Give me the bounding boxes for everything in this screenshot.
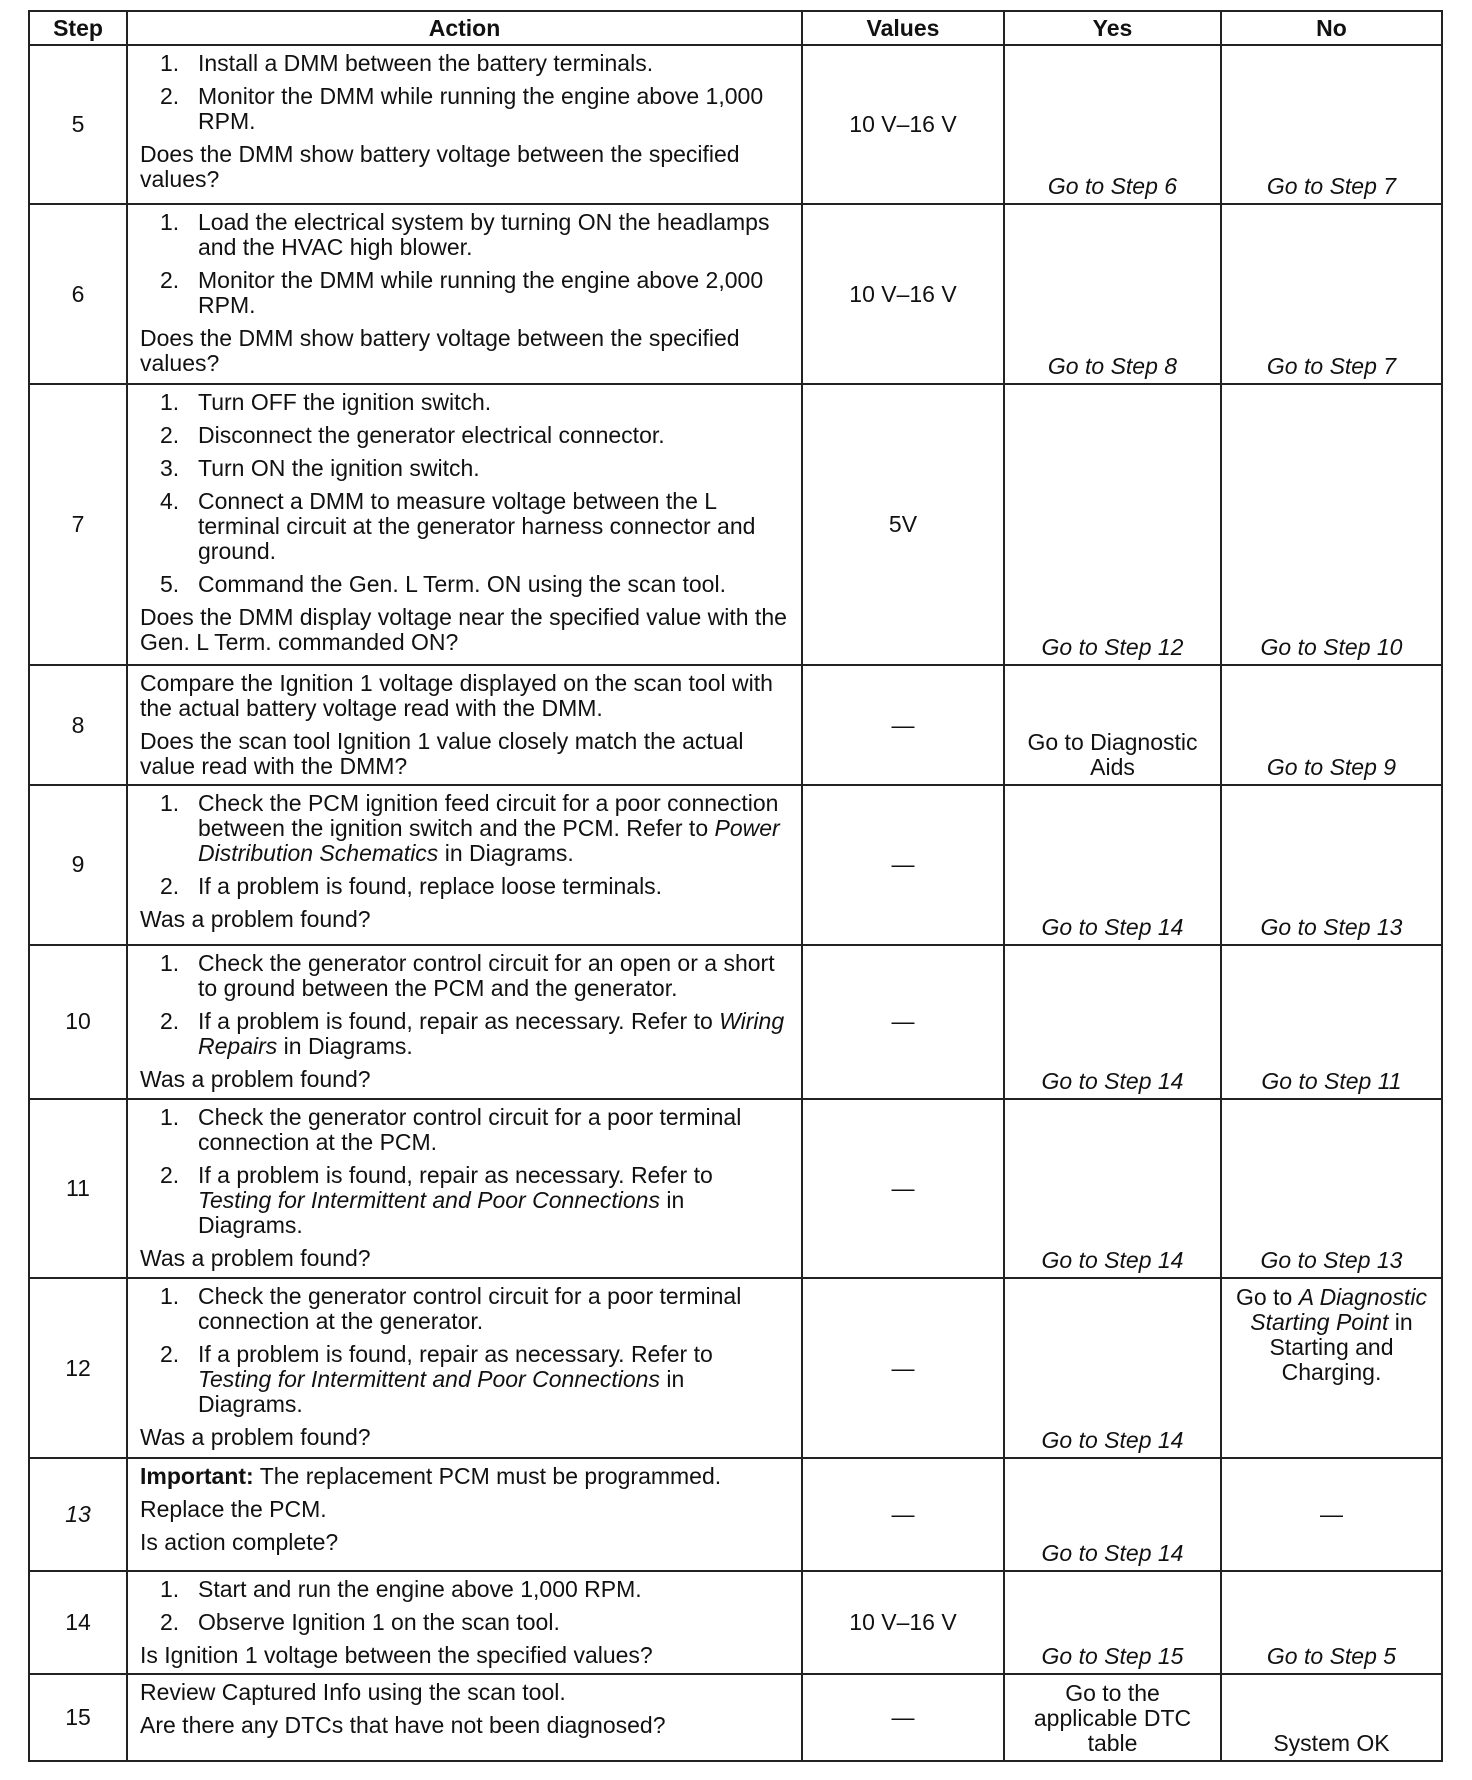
action-cell: 1. Check the generator control circuit for a poor terminal connection at the generator. 2. If a problem is found, repair as necessary. Refer to Testing for Intermittent and Poor Connections in Diagrams. Was a problem found? [127,1278,802,1458]
action-cell: 1. Turn OFF the ignition switch. 2. Disconnect the generator electrical connector. 3. Turn ON the ignition switch. 4. Connect a DMM to measure voltage between the L terminal circuit at the generator harness connector and ground. 5. Command the Gen. L Term. ON using the scan tool. Does the DMM display voltage near the specified value with the Gen. L Term. commanded ON? [127,384,802,665]
step-row-13 [29,1458,1442,1571]
step-number: 7 [29,384,127,665]
action-item: Disconnect the generator electrical connector. [198,421,665,448]
action-question: Are there any DTCs that have not been diagnosed? [140,1711,666,1738]
values-cell: 10 V–16 V [802,204,1004,384]
step-row-10 [29,945,1442,1099]
no-cell: Go to Step 10 [1221,384,1442,665]
yes-cell: Go to Step 14 [1004,1458,1221,1571]
header-yes: Yes [1004,11,1221,45]
action-question: Does the DMM show battery voltage between the specified values? [140,325,740,377]
step-number: 13 [29,1458,127,1571]
no-cell: Go to Step 7 [1221,204,1442,384]
values-cell: 10 V–16 V [802,45,1004,204]
yes-cell: Go to Diagnostic Aids [1004,665,1221,785]
values-cell: — [802,785,1004,944]
action-cell [127,1674,802,1761]
step-number: 14 [29,1571,127,1674]
step-number: 6 [29,204,127,384]
header-row [29,11,1442,45]
step-row-7 [29,384,1442,665]
values-cell: 10 V–16 V [802,1571,1004,1674]
header-no: No [1221,11,1442,45]
values-cell: — [802,1099,1004,1279]
reference-link[interactable]: Power Distribution Schematics [198,815,780,867]
action-cell [127,665,802,785]
action-question: Was a problem found? [140,906,371,933]
values-cell: — [802,1458,1004,1571]
no-cell: Go to Step 13 [1221,785,1442,944]
step-number: 5 [29,45,127,204]
action-cell: 1. Load the electrical system by turning ON the headlamps and the HVAC high blower. 2. Monitor the DMM while running the engine above 2,000 RPM. Does the DMM show battery voltage between the specified values? [127,204,802,384]
action-item-suffix: in Diagrams. [198,1186,685,1238]
action-text: Replace the PCM. [140,1496,327,1522]
action-cell [127,1458,802,1571]
action-item: Connect a DMM to measure voltage between the L terminal circuit at the generator harness connector and ground. [198,487,756,564]
reference-link[interactable]: A Diagnostic Starting Point [1250,1284,1427,1336]
yes-cell: Go to Step 14 [1004,1099,1221,1279]
no-text: Go to [1236,1284,1299,1311]
step-row-9 [29,785,1442,944]
action-text: Review Captured Info using the scan tool. [140,1678,566,1705]
step-row-6 [29,204,1442,384]
action-item: If a problem is found, repair as necessary. Refer to [198,1007,720,1034]
action-item: Check the generator control circuit for an open or a short to ground between the PCM and the generator. [198,949,775,1001]
no-cell: Go to Step 13 [1221,1099,1442,1279]
action-item: Command the Gen. L Term. ON using the scan tool. [198,570,726,597]
no-cell: System OK [1221,1674,1442,1761]
no-cell: Go to Step 5 [1221,1571,1442,1674]
action-item: Monitor the DMM while running the engine above 1,000 RPM. [198,83,764,134]
yes-cell: Go to Step 8 [1004,204,1221,384]
values-cell: — [802,1674,1004,1761]
no-cell: Go to Step 7 [1221,45,1442,204]
action-item: If a problem is found, repair as necessary. Refer to [198,1161,713,1188]
action-item: If a problem is found, replace loose terminals. [198,873,663,900]
step-row-14 [29,1571,1442,1674]
yes-cell: Go to Step 14 [1004,945,1221,1099]
yes-cell: Go to Step 12 [1004,384,1221,665]
header-step: Step [29,11,127,45]
yes-cell: Go to Step 15 [1004,1571,1221,1674]
action-item: Install a DMM between the battery terminals. [198,50,654,76]
values-cell: — [802,665,1004,785]
yes-cell: Go to Step 6 [1004,45,1221,204]
action-item: Check the PCM ignition feed circuit for a poor connection between the ignition switch and the PCM. Refer to [198,790,779,842]
diagnostic-table [28,10,1443,1762]
no-cell: — [1221,1458,1442,1571]
action-question: Was a problem found? [140,1244,371,1271]
reference-link[interactable]: Testing for Intermittent and Poor Connections [198,1366,660,1393]
no-text-suffix: in Starting and Charging. [1269,1309,1413,1386]
step-number: 12 [29,1278,127,1458]
action-question: Was a problem found? [140,1424,371,1451]
action-question: Is Ignition 1 voltage between the specified values? [140,1641,653,1668]
action-item: Turn ON the ignition switch. [198,454,480,481]
action-cell: 1. Check the generator control circuit for an open or a short to ground between the PCM and the generator. 2. If a problem is found, repair as necessary. Refer to Wiring Repairs in Diagrams. Was a problem found? [127,945,802,1099]
step-row-12 [29,1278,1442,1458]
action-item-suffix: in Diagrams. [198,1366,685,1418]
yes-cell: Go to Step 14 [1004,785,1221,944]
action-question: Does the DMM show battery voltage between the specified values? [140,141,740,192]
action-question: Was a problem found? [140,1065,371,1092]
step-number: 8 [29,665,127,785]
values-cell: 5V [802,384,1004,665]
reference-link[interactable]: Testing for Intermittent and Poor Connections [198,1186,660,1213]
no-cell: Go to Step 9 [1221,665,1442,785]
action-item-suffix: in Diagrams. [277,1032,413,1059]
action-item: Load the electrical system by turning ON the headlamps and the HVAC high blower. [198,209,770,261]
action-item: Check the generator control circuit for a poor terminal connection at the PCM. [198,1103,742,1155]
header-action: Action [127,11,802,45]
no-cell [1221,1278,1442,1458]
values-cell: — [802,1278,1004,1458]
action-question: Is action complete? [140,1529,339,1555]
step-row-15 [29,1674,1442,1761]
important-text: The replacement PCM must be programmed. [253,1463,722,1489]
header-values: Values [802,11,1004,45]
action-item: Monitor the DMM while running the engine above 2,000 RPM. [198,267,764,319]
reference-link[interactable]: Wiring Repairs [198,1007,785,1059]
action-item: Start and run the engine above 1,000 RPM. [198,1575,642,1602]
yes-cell: Go to the applicable DTC table [1004,1674,1221,1761]
action-item: If a problem is found, repair as necessary. Refer to [198,1341,713,1368]
step-row-5 [29,45,1442,204]
action-cell: 1. Start and run the engine above 1,000 RPM. 2. Observe Ignition 1 on the scan tool. Is Ignition 1 voltage between the specified values? [127,1571,802,1674]
step-row-8 [29,665,1442,785]
action-item: Check the generator control circuit for a poor terminal connection at the generator. [198,1283,742,1335]
no-cell: Go to Step 11 [1221,945,1442,1099]
action-cell: 1. Check the generator control circuit for a poor terminal connection at the PCM. 2. If a problem is found, repair as necessary. Refer to Testing for Intermittent and Poor Connections in Diagrams. Was a problem found? [127,1099,802,1279]
step-number: 10 [29,945,127,1099]
action-cell: 1. Install a DMM between the battery terminals. 2. Monitor the DMM while running the engine above 1,000 RPM. Does the DMM show battery voltage between the specified values? [127,45,802,204]
step-row-11 [29,1099,1442,1279]
action-question: Does the DMM display voltage near the specified value with the Gen. L Term. commanded ON? [140,603,787,655]
important-label: Important: [140,1463,254,1489]
action-question: Does the scan tool Ignition 1 value closely match the actual value read with the DMM? [140,728,744,780]
yes-cell: Go to Step 14 [1004,1278,1221,1458]
step-number: 11 [29,1099,127,1279]
step-number: 15 [29,1674,127,1761]
step-number: 9 [29,785,127,944]
action-item: Observe Ignition 1 on the scan tool. [198,1608,560,1635]
action-cell: 1. Check the PCM ignition feed circuit for a poor connection between the ignition switch and the PCM. Refer to Power Distribution Schematics in Diagrams. 2. If a problem is found, replace loose terminals. Was a problem found? [127,785,802,944]
action-text: Compare the Ignition 1 voltage displayed on the scan tool with the actual battery voltage read with the DMM. [140,670,773,722]
values-cell: — [802,945,1004,1099]
action-item: Turn OFF the ignition switch. [198,388,492,415]
action-item-suffix: in Diagrams. [438,840,574,867]
